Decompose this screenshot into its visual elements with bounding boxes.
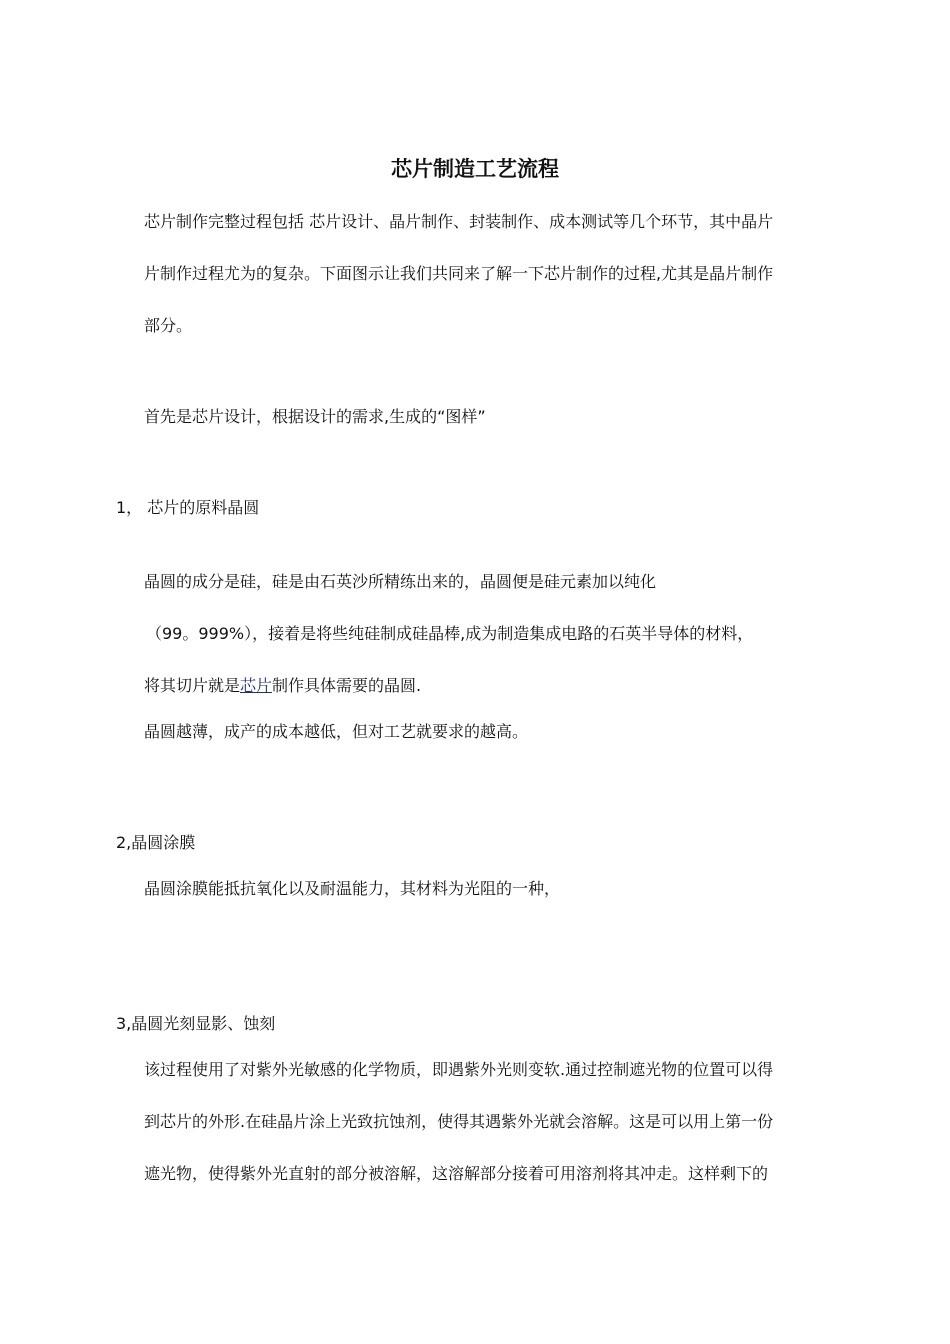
intro-line-2: 片制作过程尤为的复杂。下面图示让我们共同来了解一下芯片制作的过程,尤其是晶片制作: [144, 264, 774, 283]
section-1-line-4: 晶圆越薄，成产的成本越低，但对工艺就要求的越高。: [144, 722, 529, 741]
document-title: 芯片制造工艺流程: [391, 157, 559, 181]
section-1-line-2: （99。999%），接着是将些纯硅制成硅晶棒,成为制造集成电路的石英半导体的材料，: [146, 624, 754, 643]
intro-line-1: 芯片制作完整过程包括 芯片设计、晶片制作、封装制作、成本测试等几个环节，其中晶片: [144, 212, 774, 231]
section-3-line-1: 该过程使用了对紫外光敏感的化学物质，即遇紫外光则变软.通过控制遮光物的位置可以得: [144, 1060, 774, 1079]
section-1-line-3-text-after: 制作具体需要的晶圆.: [272, 676, 422, 695]
section-2-line-1: 晶圆涂膜能抵抗氧化以及耐温能力，其材料为光阻的一种，: [144, 879, 561, 898]
section-2-heading: 2,晶圆涂膜: [116, 833, 196, 852]
section-1-line-3-text-before: 将其切片就是: [144, 676, 241, 695]
section-1-heading: 1， 芯片的原料晶圆: [116, 498, 260, 517]
design-note: 首先是芯片设计，根据设计的需求,生成的“图样”: [144, 407, 486, 426]
intro-line-3: 部分。: [144, 316, 193, 335]
section-3-heading: 3,晶圆光刻显影、蚀刻: [116, 1014, 276, 1033]
section-1-line-3: [144, 675, 421, 697]
chip-link[interactable]: 芯片: [240, 676, 273, 695]
section-3-line-3: 遮光物，使得紫外光直射的部分被溶解，这溶解部分接着可用溶剂将其冲走。这样剩下的: [144, 1164, 769, 1183]
section-3-line-2: 到芯片的外形.在硅晶片涂上光致抗蚀剂，使得其遇紫外光就会溶解。这是可以用上第一份: [144, 1112, 774, 1131]
section-1-line-1: 晶圆的成分是硅，硅是由石英沙所精练出来的，晶圆便是硅元素加以纯化: [144, 572, 657, 591]
